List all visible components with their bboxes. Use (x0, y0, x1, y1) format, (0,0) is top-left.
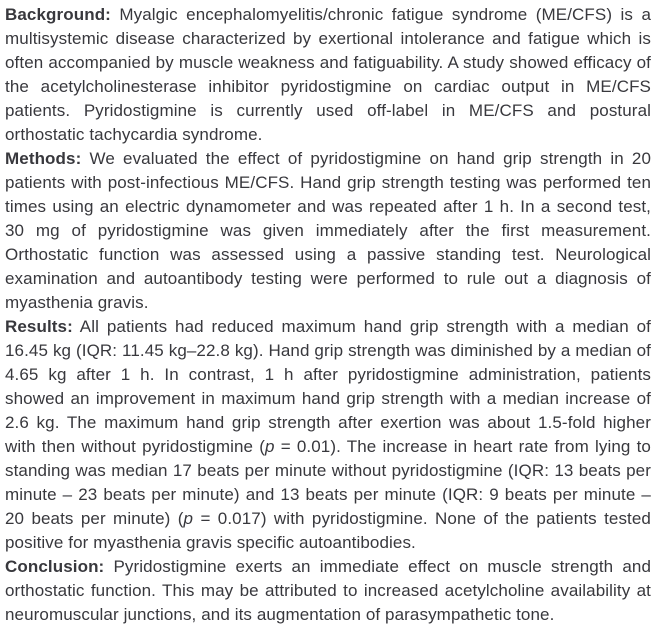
text-run: All patients had reduced maximum hand grip strength with a median of 16.45 kg (IQR: 11.45 kg–22.8 kg). Hand grip strength was diminished by a median of 4.65 kg after 1 h. In contrast, 1 h after pyridostigmine administration, patients showed an improvement in maximum hand grip strength with a median increase of 2.6 kg. The maximum hand grip strength after exertion was about 1.5-fold higher with then without pyridostigmine ( (5, 317, 651, 456)
abstract-paragraph-methods (5, 147, 651, 315)
text-run: = 0.01). The increase in heart rate from lying to standing was median 17 beats per minute without pyridostigmine (IQR: 13 beats per minute – 23 beats per minute) and 13 beats per minute (IQR: 9 beats per minute – 20 beats per minute) ( (5, 437, 651, 528)
section-label-methods: Methods: (5, 149, 82, 168)
abstract-body (5, 3, 651, 627)
stat-p-symbol: p (265, 437, 275, 456)
stat-p-symbol: p (183, 509, 194, 528)
section-label-results: Results: (5, 317, 73, 336)
abstract-paragraph-results (5, 315, 651, 555)
section-label-background: Background: (5, 5, 111, 24)
text-run: Myalgic encephalomyelitis/chronic fatigue syndrome (ME/CFS) is a multisystemic disease characterized by exertional intolerance and fatigue which is often accompanied by muscle weakness and fatiguability. A study showed efficacy of the acetylcholinesterase inhibitor pyridostigmine on cardiac output in ME/CFS patients. Pyridostigmine is currently used off-label in ME/CFS and postural orthostatic tachycardia syndrome. (5, 5, 651, 144)
section-label-conclusion: Conclusion: (5, 557, 105, 576)
text-run: We evaluated the effect of pyridostigmine on hand grip strength in 20 patients with post-infectious ME/CFS. Hand grip strength testing was performed ten times using an electric dynamometer and was repeated after 1 h. In a second test, 30 mg of pyridostigmine was given immediately after the first measurement. Orthostatic function was assessed using a passive standing test. Neurological examination and autoantibody testing were performed to rule out a diagnosis of myasthenia gravis. (5, 149, 651, 312)
abstract-paragraph-conclusion (5, 555, 651, 627)
text-run: Pyridostigmine exerts an immediate effect on muscle strength and orthostatic function. This may be attributed to increased acetylcholine availability at neuromuscular junctions, and its augmentation of parasympathetic tone. (5, 557, 651, 624)
text-run: = 0.017) with pyridostigmine. None of the patients tested positive for myasthenia gravis specific autoantibodies. (5, 509, 651, 552)
abstract-paragraph-background (5, 3, 651, 147)
